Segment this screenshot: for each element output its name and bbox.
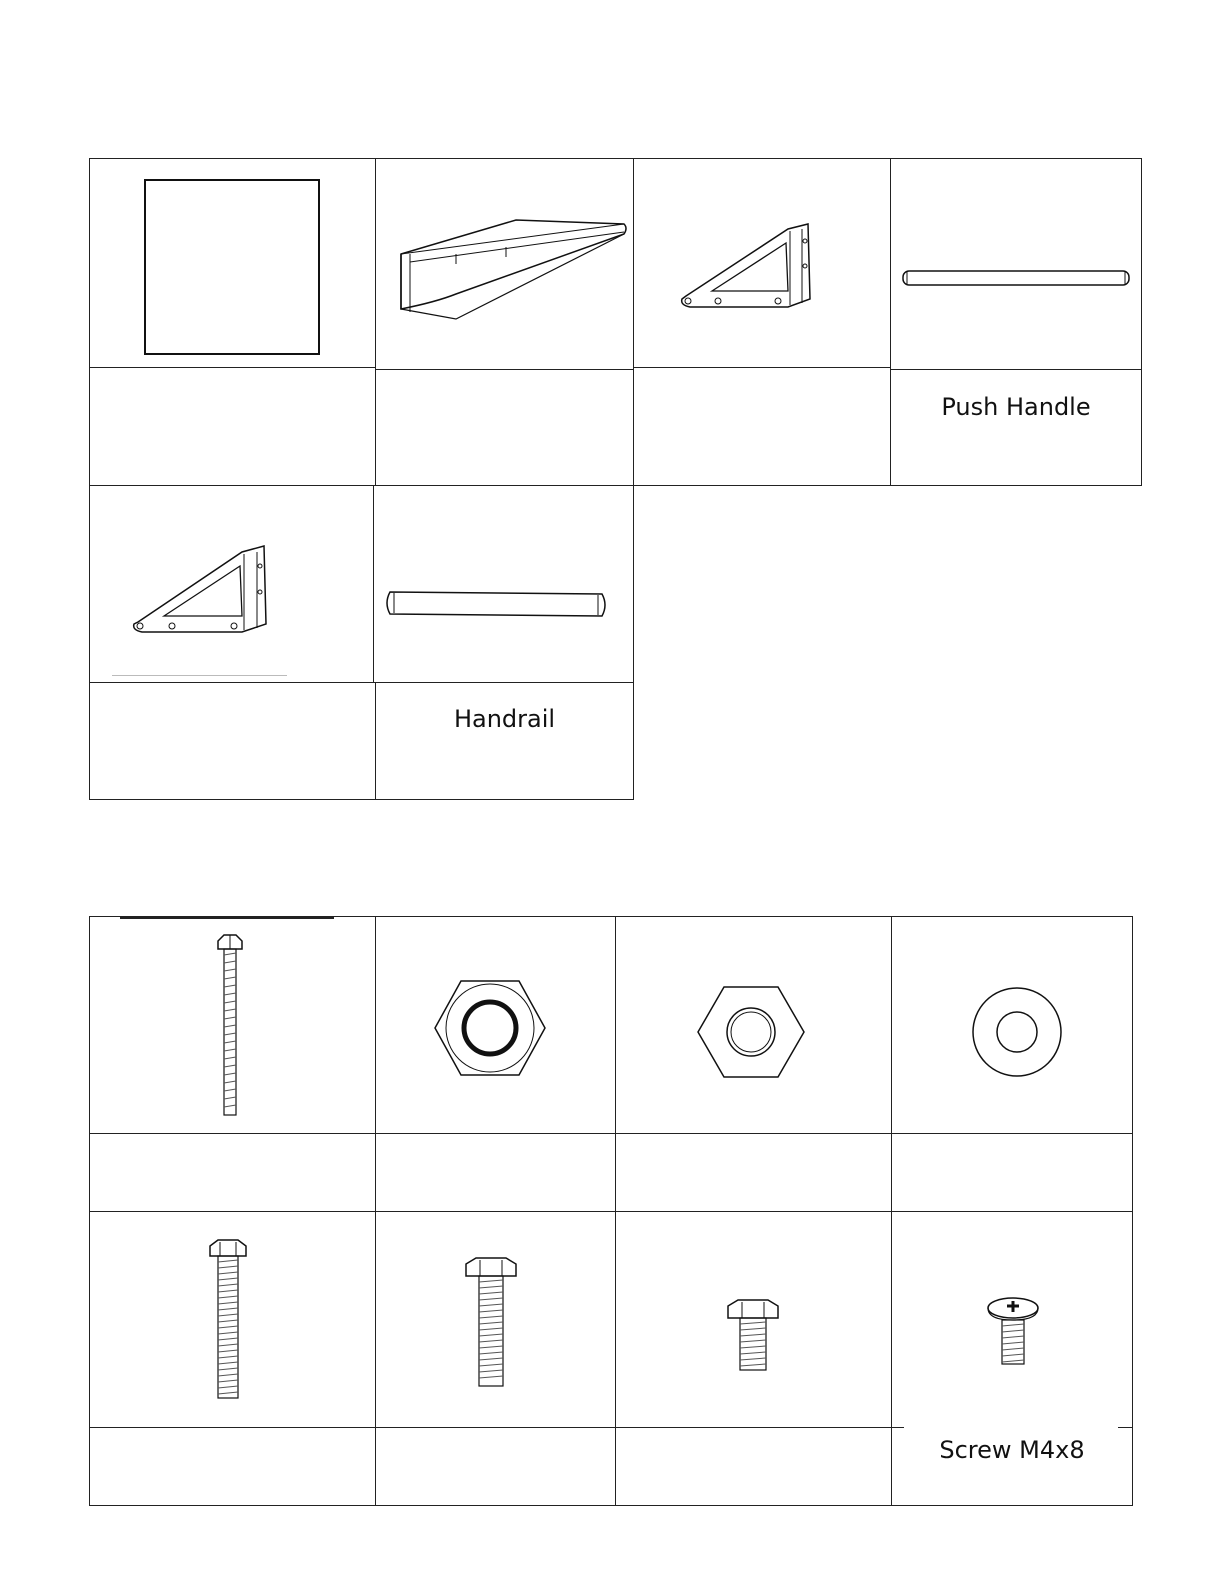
part-cell-handrail [373, 485, 634, 683]
hardware-label-cell-3 [615, 1133, 892, 1212]
part-label-cell-push-handle [890, 369, 1142, 486]
washer-icon [971, 986, 1063, 1078]
part-label-cell-3 [633, 367, 891, 486]
phillips-screw-icon [985, 1296, 1041, 1368]
part-cell-bracket-left [89, 485, 376, 683]
divider-line [120, 916, 334, 919]
triangle-bracket-icon [130, 544, 270, 636]
square-panel-icon [144, 179, 320, 355]
part-cell-bracket-right [633, 158, 891, 368]
hardware-label-cell-6 [375, 1427, 616, 1506]
hardware-cell-hex-nut [615, 916, 892, 1134]
hardware-cell-washer [891, 916, 1133, 1134]
hardware-cell-medium-bolt [89, 1211, 376, 1428]
hardware-label-cell-screw [891, 1427, 1133, 1506]
part-label-cell-4 [89, 682, 376, 800]
divider-line [904, 1427, 1118, 1430]
medium-bolt-icon [206, 1238, 250, 1402]
part-cell-shelf-tray [375, 158, 634, 370]
part-cell-square-panel [89, 158, 376, 368]
hardware-label-cell-7 [615, 1427, 892, 1506]
part-label-cell-2 [375, 369, 634, 486]
hardware-label-cell-5 [89, 1427, 376, 1506]
part-label-cell-1 [89, 367, 376, 486]
screw-m4x8-label: Screw M4x8 [939, 1436, 1085, 1464]
handrail-label: Handrail [453, 705, 556, 733]
hardware-cell-long-bolt [89, 916, 376, 1134]
hex-nut-icon [696, 985, 806, 1079]
hardware-label-cell-1 [89, 1133, 376, 1212]
part-label-cell-handrail [375, 682, 634, 800]
shelf-tray-icon [396, 214, 631, 324]
hardware-cell-small-bolt [615, 1211, 892, 1428]
hardware-label-cell-4 [891, 1133, 1133, 1212]
triangle-bracket-icon [678, 221, 818, 311]
push-handle-rod-icon [897, 267, 1137, 291]
large-hex-nut-icon [433, 979, 547, 1077]
handrail-rod-icon [382, 588, 612, 622]
hardware-cell-large-hex-nut [375, 916, 616, 1134]
push-handle-label: Push Handle [941, 393, 1091, 421]
hardware-cell-short-bolt [375, 1211, 616, 1428]
part-cell-push-handle [890, 158, 1142, 370]
short-bolt-icon [464, 1256, 518, 1390]
divider-line [112, 675, 287, 676]
long-bolt-icon [214, 933, 246, 1117]
hardware-label-cell-2 [375, 1133, 616, 1212]
small-bolt-icon [726, 1298, 780, 1374]
hardware-cell-phillips-screw [891, 1211, 1133, 1428]
